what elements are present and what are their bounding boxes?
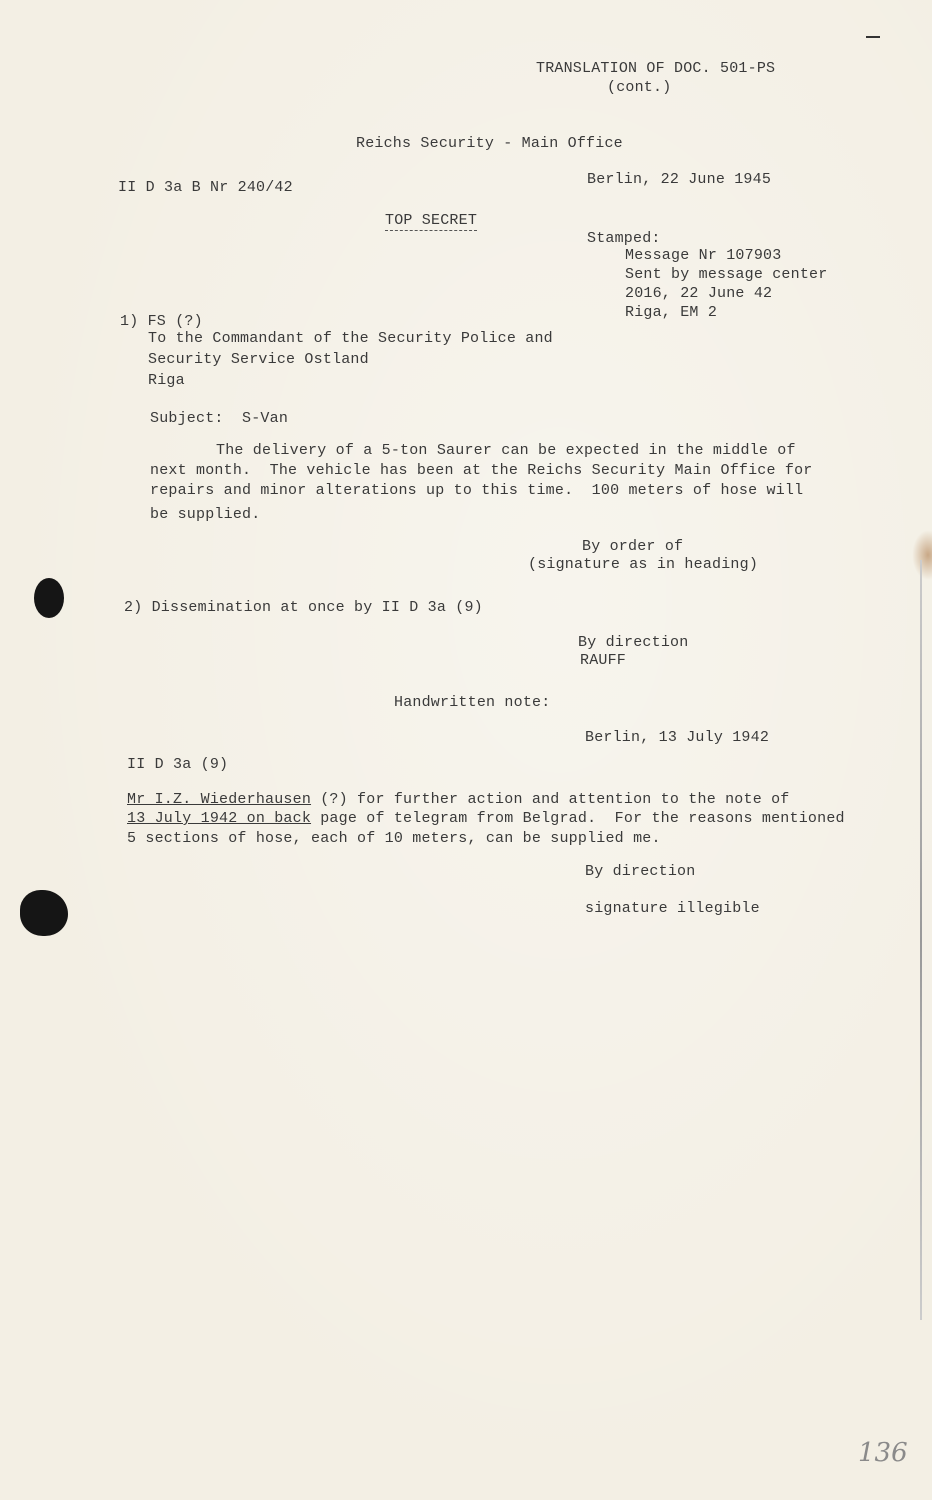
handwritten-by-direction: By direction xyxy=(585,863,696,880)
closing-by-order: By order of xyxy=(582,538,684,555)
body-line: repairs and minor alterations up to this time. 100 meters of hose will xyxy=(150,482,804,499)
handwritten-note-label: Handwritten note: xyxy=(394,694,551,711)
doc-title: TRANSLATION OF DOC. 501-PS xyxy=(536,60,776,77)
margin-mark xyxy=(866,36,880,38)
section1-number: 1) FS (?) xyxy=(120,313,203,330)
punch-hole xyxy=(20,890,68,936)
reference-number: II D 3a B Nr 240/42 xyxy=(118,179,293,196)
line-text: page of telegram from Belgrad. For the reasons mentioned xyxy=(311,810,845,827)
doc-cont: (cont.) xyxy=(607,79,672,96)
page-edge xyxy=(920,560,922,1320)
body-line: The delivery of a 5-ton Saurer can be expected in the middle of xyxy=(216,442,796,459)
line-text: (?) for further action and attention to the note of xyxy=(311,791,790,808)
recipient-name: Mr I.Z. Wiederhausen xyxy=(127,791,312,808)
addressee-line: Security Service Ostland xyxy=(148,351,369,368)
section2-signature: RAUFF xyxy=(580,652,627,669)
addressee-line: Riga xyxy=(148,372,185,389)
section2-dissemination: 2) Dissemination at once by II D 3a (9) xyxy=(124,599,483,616)
closing-signature-note: (signature as in heading) xyxy=(528,556,759,573)
body-line: be supplied. xyxy=(150,506,261,523)
handwritten-note-line: 5 sections of hose, each of 10 meters, can be supplied me. xyxy=(127,830,661,847)
handwritten-note-line xyxy=(127,810,845,827)
handwritten-signature: signature illegible xyxy=(585,900,760,917)
stamp-line: 2016, 22 June 42 xyxy=(625,285,773,302)
stamp-line: Riga, EM 2 xyxy=(625,304,718,321)
folio-number: 136 xyxy=(858,1438,908,1468)
paper-stain xyxy=(912,530,932,580)
punch-hole xyxy=(34,578,64,618)
stamp-line: Sent by message center xyxy=(625,266,828,283)
stamp-line: Message Nr 107903 xyxy=(625,247,782,264)
body-line: next month. The vehicle has been at the Reichs Security Main Office for xyxy=(150,462,813,479)
classification: TOP SECRET xyxy=(385,212,478,229)
office-heading: Reichs Security - Main Office xyxy=(356,135,623,152)
addressee-line: To the Commandant of the Security Police and xyxy=(148,330,553,347)
stamp-label: Stamped: xyxy=(587,230,661,247)
section2-by-direction: By direction xyxy=(578,634,689,651)
handwritten-note-line xyxy=(127,791,790,808)
document-date: Berlin, 22 June 1945 xyxy=(587,171,772,188)
note-date-reference: 13 July 1942 on back xyxy=(127,810,312,827)
handwritten-note-reference: II D 3a (9) xyxy=(127,756,229,773)
subject-line: Subject: S-Van xyxy=(150,410,289,427)
handwritten-note-date: Berlin, 13 July 1942 xyxy=(585,729,770,746)
